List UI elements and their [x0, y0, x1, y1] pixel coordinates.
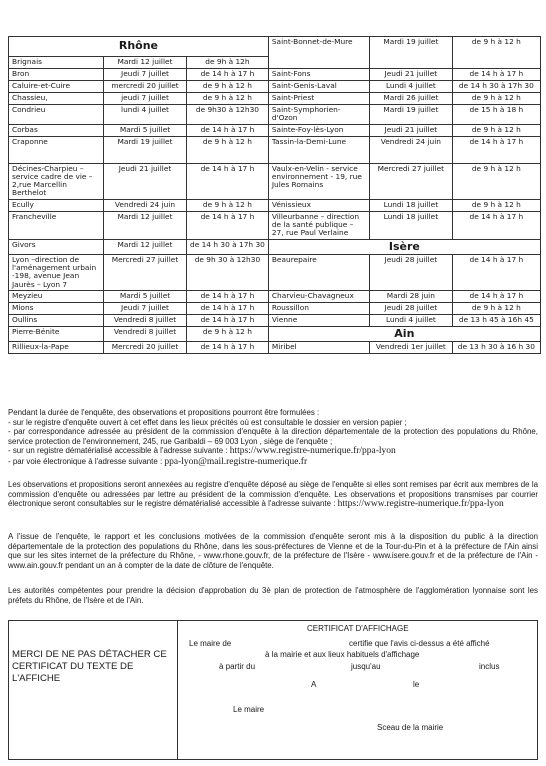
annex-paragraph: [8, 480, 538, 510]
commune-cell: Condrieu: [9, 105, 104, 125]
date-cell: Mardi 28 juin: [369, 290, 452, 302]
date-cell: Lundi 18 juillet: [369, 199, 452, 211]
observations-intro: Pendant la durée de l'enquête, des observations et propositions pourront être formulées :: [8, 408, 320, 417]
commune-cell: Bron: [9, 69, 104, 81]
bullet-correspondence: - par correspondance adressée au président de la commission d'enquête à la direction départementale de la protection des populations du Rhône, service protection de l'environnement, 245, rue Garibaldi – 69 003 Lyon , siège de l'enquête ;: [8, 427, 538, 446]
posting-certificate: [8, 620, 538, 760]
label-le: le: [413, 680, 420, 689]
hours-cell: de 14 h 30 à 17h 30: [452, 81, 540, 93]
hours-cell: de 9 h à 12 h: [187, 326, 269, 341]
hours-cell: de 14 h à 17 h: [452, 69, 540, 81]
label-a: A: [311, 680, 317, 689]
date-cell: Lundi 4 juillet: [369, 314, 452, 326]
email-link[interactable]: ppa-lyon@mail.registre-numerique.fr: [164, 456, 308, 467]
hours-cell: de 9 h à 12 h: [452, 199, 540, 211]
date-cell: Vendredi 8 juillet: [104, 326, 187, 341]
commune-cell: Miribel: [268, 342, 369, 354]
label-sceau: Sceau de la mairie: [377, 723, 444, 732]
date-cell: Jeudi 21 juillet: [369, 124, 452, 136]
commune-cell: Oullins: [9, 314, 104, 326]
table-row: [9, 342, 541, 354]
date-cell: Jeudi 28 juillet: [369, 302, 452, 314]
table-row: [9, 211, 541, 239]
do-not-detach-notice: MERCI DE NE PAS DÉTACHER CE CERTIFICAT DU TEXTE DE L'AFFICHE: [12, 649, 167, 684]
commune-cell: Saint-Symphorien-d'Ozon: [268, 105, 369, 125]
report-paragraph: A l'issue de l'enquête, le rapport et les conclusions motivées de la commission d'enquête seront mis à la disposition du public à la direction départementale de la protection des populations du Rhône, dans les sous-préfectures de Vienne et de la Tour-du-Pin et à la préfecture de l'Ain ainsi que sur les sites internet de la préfecture du Rhône, - www.rhone.gouv.fr, de la préfecture de l'Isère - www.isere.gouv.fr et de la préfecture de l'Ain - www.ain.gouv.fr pendant un an à compter de la date de clôture de l'enquête.: [8, 532, 538, 570]
hours-cell: de 14 h à 17 h: [187, 290, 269, 302]
commune-cell: Vénissieux: [268, 199, 369, 211]
hours-cell: de 9 h à 12 h: [187, 136, 269, 163]
date-cell: Lundi 4 juillet: [369, 81, 452, 93]
rhone-header: Rhône: [9, 37, 269, 57]
label-maire-de: Le maire de: [189, 639, 232, 648]
date-cell: Jeudi 28 juillet: [369, 254, 452, 290]
schedule-table: [8, 36, 541, 354]
commune-cell: Vaulx-en-Velin - service environnement - 19, rue Jules Romains: [268, 163, 369, 199]
table-row: [9, 163, 541, 199]
commune-cell: Décines-Charpieu – service cadre de vie – 2,rue Marcellin Berthelot: [9, 163, 104, 199]
hours-cell: de 13 h 45 à 16h 45: [452, 314, 540, 326]
date-cell: Jeudi 21 juillet: [369, 69, 452, 81]
commune-cell: Saint-Genis-Laval: [268, 81, 369, 93]
commune-cell: Saint-Priest: [268, 93, 369, 105]
date-cell: Vendredi 24 juin: [369, 136, 452, 163]
commune-cell: Brignais: [9, 57, 104, 69]
hours-cell: de 14 h à 17 h: [452, 211, 540, 239]
bullet-paper-register: - sur le registre d'enquête ouvert à cet effet dans les lieux précités où est consultable le dossier en version papier ;: [8, 417, 407, 427]
label-mairie-lieux: à la mairie et aux lieux habituels d'affichage: [265, 650, 420, 659]
hours-cell: de 14 h 30 à 17h 30: [187, 239, 269, 254]
certificate-divider: [177, 621, 178, 759]
commune-cell: Pierre-Bénite: [9, 326, 104, 341]
date-cell: Mardi 19 juillet: [369, 37, 452, 69]
table-row: [9, 93, 541, 105]
hours-cell: de 13 h 30 à 16 h 30: [452, 342, 540, 354]
date-cell: Mardi 12 juillet: [104, 57, 187, 69]
label-certifie: certifie que l'avis ci-dessus a été affiché: [349, 639, 490, 648]
hours-cell: de 14 h à 17 h: [187, 211, 269, 239]
table-row: [9, 254, 541, 290]
label-inclus: inclus: [479, 662, 500, 671]
hours-cell: de 9 h à 12 h: [187, 93, 269, 105]
hours-cell: de 9 h à 12 h: [452, 163, 540, 199]
table-row: [9, 124, 541, 136]
commune-cell: Caluire-et-Cuire: [9, 81, 104, 93]
hours-cell: de 9 h à 12 h: [452, 93, 540, 105]
date-cell: Mardi 12 juillet: [104, 239, 187, 254]
commune-cell: Saint-Fons: [268, 69, 369, 81]
date-cell: Vendredi 1er juillet: [369, 342, 452, 354]
table-row: [9, 136, 541, 163]
commune-cell: Saint-Bonnet-de-Mure: [268, 37, 369, 69]
commune-cell: Chassieu,: [9, 93, 104, 105]
registre-link-2[interactable]: https://www.registre-numerique.fr/ppa-lyon: [337, 499, 504, 510]
label-partir-du: à partir du: [219, 662, 256, 671]
hours-cell: de 9h30 à 12h30: [187, 105, 269, 125]
date-cell: mercredi 20 juillet: [104, 81, 187, 93]
registre-link[interactable]: https://www.registre-numerique.fr/ppa-lyon: [229, 446, 396, 457]
bullet-digital-register: - sur un registre dématérialisé accessible à l'adresse suivante :: [8, 446, 228, 456]
commune-cell: Meyzieu: [9, 290, 104, 302]
ain-header: Ain: [268, 326, 540, 341]
date-cell: Lundi 18 juillet: [369, 211, 452, 239]
commune-cell: Ecully: [9, 199, 104, 211]
hours-cell: de 14 h à 17 h: [187, 342, 269, 354]
date-cell: Mercredi 20 juillet: [104, 342, 187, 354]
commune-cell: Mions: [9, 302, 104, 314]
certificate-title: CERTIFICAT D'AFFICHAGE: [307, 624, 409, 633]
authorities-paragraph: Les autorités compétentes pour prendre la décision d'approbation du 3è plan de protection de l'atmosphère de l'agglomération lyonnaise sont les préfets du Rhône, de l'Isère et de l'Ain.: [8, 586, 538, 605]
table-row: [9, 37, 541, 57]
hours-cell: de 9 h à 12 h: [452, 124, 540, 136]
date-cell: Mercredi 27 juillet: [104, 254, 187, 290]
commune-cell: Sainte-Foy-lès-Lyon: [268, 124, 369, 136]
annex-text: Les observations et propositions seront annexées au registre d'enquête déposé au siège de l'enquête si elles sont remises par écrit aux membres de la commission d'enquête ou adressées par lettre au président de la commission d'enquête. Les observations et propositions transmises par courrier électronique seront consultables sur le registre dématérialisé accessible à l'adresse suivante :: [8, 480, 538, 509]
hours-cell: de 14 h à 17 h: [452, 136, 540, 163]
commune-cell: Lyon –direction de l'aménagement urbain -198, avenue Jean Jaurès – Lyon 7: [9, 254, 104, 290]
date-cell: Vendredi 24 juin: [104, 199, 187, 211]
table-row: [9, 81, 541, 93]
date-cell: Mardi 5 juillet: [104, 124, 187, 136]
table-row: [9, 314, 541, 326]
hours-cell: de 14 h à 17 h: [187, 314, 269, 326]
table-row: [9, 199, 541, 211]
commune-cell: Craponne: [9, 136, 104, 163]
hours-cell: de 9h à 12h: [187, 57, 269, 69]
commune-cell: Rillieux-la-Pape: [9, 342, 104, 354]
date-cell: Jeudi 21 juillet: [104, 163, 187, 199]
table-row: [9, 69, 541, 81]
table-row: [9, 239, 541, 254]
commune-cell: Francheville: [9, 211, 104, 239]
hours-cell: de 14 h à 17 h: [452, 254, 540, 290]
commune-cell: Givors: [9, 239, 104, 254]
hours-cell: de 9h 30 à 12h30: [187, 254, 269, 290]
hours-cell: de 9 h à 12 h: [187, 199, 269, 211]
date-cell: jeudi 7 juillet: [104, 93, 187, 105]
hours-cell: de 14 h à 17 h: [187, 163, 269, 199]
isere-header: Isère: [268, 239, 540, 254]
commune-cell: Roussillon: [268, 302, 369, 314]
commune-cell: Corbas: [9, 124, 104, 136]
date-cell: Mercredi 27 juillet: [369, 163, 452, 199]
commune-cell: Villeurbanne – direction de la santé publique – 27, rue Paul Verlaine: [268, 211, 369, 239]
hours-cell: de 14 h à 17 h: [452, 290, 540, 302]
date-cell: lundi 4 juillet: [104, 105, 187, 125]
date-cell: Jeudi 7 juillet: [104, 302, 187, 314]
commune-cell: Vienne: [268, 314, 369, 326]
date-cell: Mardi 12 juillet: [104, 211, 187, 239]
table-row: [9, 290, 541, 302]
date-cell: Mardi 19 juillet: [104, 136, 187, 163]
date-cell: Mardi 26 juillet: [369, 93, 452, 105]
table-row: [9, 302, 541, 314]
observations-paragraph: [8, 408, 538, 468]
hours-cell: de 9 h à 12 h: [452, 302, 540, 314]
date-cell: Jeudi 7 juillet: [104, 69, 187, 81]
commune-cell: Charvieu-Chavagneux: [268, 290, 369, 302]
table-row: [9, 326, 541, 341]
commune-cell: Beaurepaire: [268, 254, 369, 290]
commune-cell: Tassin-la-Demi-Lune: [268, 136, 369, 163]
hours-cell: de 14 h à 17 h: [187, 302, 269, 314]
hours-cell: de 9 h à 12 h: [187, 81, 269, 93]
hours-cell: de 9 h à 12 h: [452, 37, 540, 69]
hours-cell: de 14 h à 17 h: [187, 69, 269, 81]
table-row: [9, 105, 541, 125]
date-cell: Mardi 19 juillet: [369, 105, 452, 125]
label-jusqu-au: jusqu'au: [351, 662, 381, 671]
hours-cell: de 15 h à 18 h: [452, 105, 540, 125]
date-cell: Vendredi 8 juillet: [104, 314, 187, 326]
hours-cell: de 14 h à 17 h: [187, 124, 269, 136]
date-cell: Mardi 5 juillet: [104, 290, 187, 302]
bullet-email: - par voie électronique à l'adresse suivante :: [8, 456, 163, 466]
label-le-maire: Le maire: [233, 705, 265, 714]
